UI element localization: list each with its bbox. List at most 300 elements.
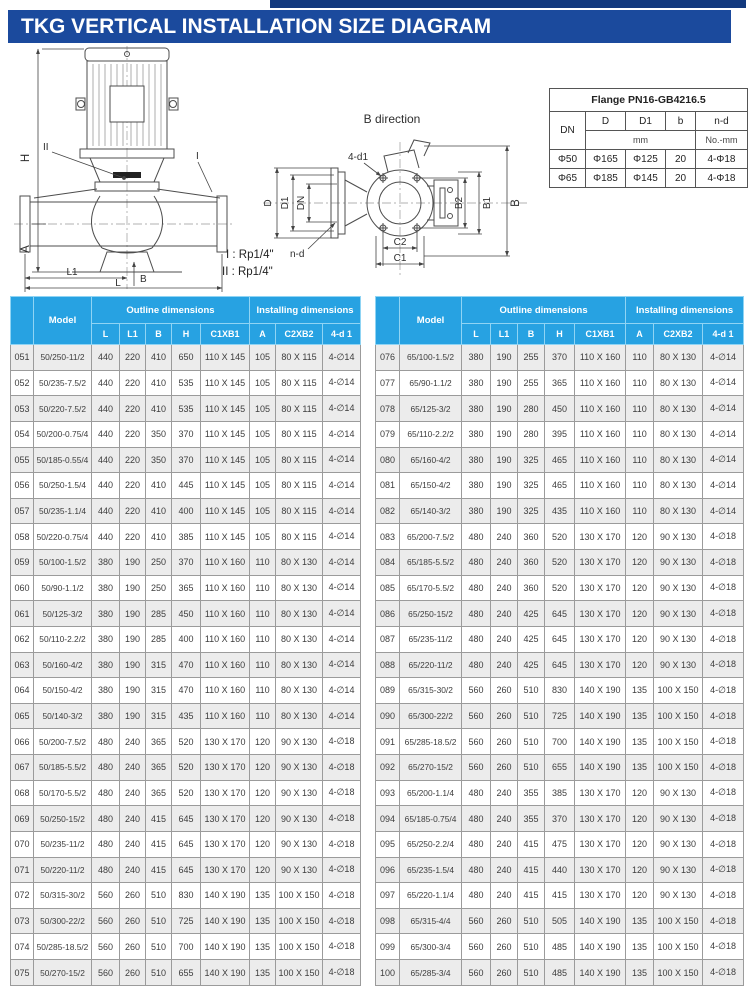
table-row (11, 473, 361, 499)
table-cell: 100 X 150 (654, 934, 703, 960)
table-cell: 370 (545, 806, 575, 832)
table-cell: 510 (518, 755, 545, 781)
table-cell: 4-∅14 (323, 345, 361, 371)
table-cell: 370 (545, 345, 575, 371)
table-cell: 365 (146, 755, 172, 781)
table-cell: 140 X 190 (201, 883, 250, 909)
table-cell: 4-∅18 (703, 960, 744, 986)
table-cell: 830 (545, 678, 575, 704)
table-row (376, 524, 744, 550)
table-cell: 4-∅18 (703, 652, 744, 678)
table-cell: 65/150-4/2 (400, 473, 462, 499)
table-cell: 060 (11, 575, 34, 601)
table-cell: 092 (376, 755, 400, 781)
table-cell: 190 (491, 345, 518, 371)
table-cell: 470 (172, 678, 201, 704)
table-cell: 410 (146, 396, 172, 422)
table-cell: 4-∅18 (703, 908, 744, 934)
table-cell: 80 X 115 (276, 498, 323, 524)
table-cell: 088 (376, 652, 400, 678)
table-cell: 063 (11, 652, 34, 678)
table-cell: 110 X 160 (201, 703, 250, 729)
table-cell: 560 (462, 908, 491, 934)
column-header: L1 (491, 324, 518, 345)
table-cell: 280 (518, 421, 545, 447)
table-cell: 240 (120, 806, 146, 832)
table-cell: 830 (172, 883, 201, 909)
table-cell: 425 (518, 652, 545, 678)
table-cell: 135 (626, 678, 654, 704)
table-cell: 50/110-2.2/2 (34, 626, 92, 652)
table-cell: 105 (250, 421, 276, 447)
table-cell: 100 X 150 (276, 908, 323, 934)
dim-label-h: H (20, 153, 32, 163)
table-cell: 4-∅18 (703, 857, 744, 883)
table-cell: 425 (518, 601, 545, 627)
table-cell: 380 (462, 421, 491, 447)
dimension-table-right (375, 296, 744, 986)
table-cell: 380 (462, 498, 491, 524)
table-cell: 90 X 130 (276, 806, 323, 832)
table-row (11, 780, 361, 806)
table-cell: 110 (626, 473, 654, 499)
table-cell: 90 X 130 (654, 857, 703, 883)
table-cell: 510 (146, 883, 172, 909)
table-cell: 240 (120, 755, 146, 781)
table-cell: Φ125 (626, 150, 666, 169)
table-cell: 50/250-15/2 (34, 806, 92, 832)
table-cell: 110 X 160 (201, 601, 250, 627)
table-cell: 190 (120, 575, 146, 601)
table-cell: 480 (92, 831, 120, 857)
table-row (11, 575, 361, 601)
table-cell: 510 (518, 908, 545, 934)
table-cell: 50/200-0.75/4 (34, 421, 92, 447)
hole-label-4d1: 4-d1 (348, 152, 369, 163)
table-cell: 4-∅14 (703, 447, 744, 473)
table-cell: 480 (92, 780, 120, 806)
table-cell: 415 (545, 883, 575, 909)
table-cell: 365 (146, 729, 172, 755)
table-cell: 510 (518, 678, 545, 704)
table-cell: 260 (491, 703, 518, 729)
table-cell: 655 (172, 960, 201, 986)
table-cell: 65/300-22/2 (400, 703, 462, 729)
table-cell: 130 X 170 (575, 831, 626, 857)
table-cell: 385 (545, 780, 575, 806)
table-row (376, 421, 744, 447)
table-cell: 520 (172, 780, 201, 806)
table-cell: 074 (11, 934, 34, 960)
table-cell: 65/235-11/2 (400, 626, 462, 652)
table-row (376, 601, 744, 627)
table-cell: 100 X 150 (654, 755, 703, 781)
table-cell: 285 (146, 626, 172, 652)
table-cell: 100 X 150 (654, 908, 703, 934)
dim-label-b: B (140, 274, 147, 285)
table-cell: 105 (250, 370, 276, 396)
table-cell: 440 (92, 396, 120, 422)
table-row (11, 960, 361, 986)
table-cell: 65/200-7.5/2 (400, 524, 462, 550)
table-cell: 220 (120, 396, 146, 422)
table-cell: 130 X 170 (201, 755, 250, 781)
table-cell: 480 (462, 883, 491, 909)
table-cell: 50/125-3/2 (34, 601, 92, 627)
table-cell: 240 (491, 550, 518, 576)
column-header: C1XB1 (575, 324, 626, 345)
table-cell: 240 (491, 806, 518, 832)
table-cell: 240 (491, 652, 518, 678)
table-cell: 410 (146, 498, 172, 524)
table-cell: 110 X 160 (201, 678, 250, 704)
table-cell: 50/150-4/2 (34, 678, 92, 704)
table-cell: 055 (11, 447, 34, 473)
table-cell: 80 X 130 (654, 447, 703, 473)
table-cell: 480 (462, 601, 491, 627)
column-header: C2XB2 (276, 324, 323, 345)
table-cell: 120 (626, 883, 654, 909)
dimension-table-left-body (11, 345, 361, 986)
table-cell: 058 (11, 524, 34, 550)
table-cell: 4-∅18 (323, 831, 361, 857)
table-cell: 80 X 130 (276, 550, 323, 576)
table-cell: 095 (376, 831, 400, 857)
table-cell: 80 X 130 (276, 601, 323, 627)
table-cell: 560 (462, 960, 491, 986)
table-cell: 4-∅18 (703, 575, 744, 601)
table-cell: 120 (626, 550, 654, 576)
table-cell: 105 (250, 447, 276, 473)
table-cell: 410 (146, 370, 172, 396)
table-cell: 054 (11, 421, 34, 447)
table-cell: 650 (172, 345, 201, 371)
dimension-tables (10, 296, 744, 986)
table-cell: 4-∅18 (703, 934, 744, 960)
table-cell: 4-∅18 (703, 806, 744, 832)
table-cell: 068 (11, 780, 34, 806)
table-cell: 480 (462, 550, 491, 576)
table-cell: 450 (545, 396, 575, 422)
table-cell: 140 X 190 (201, 934, 250, 960)
table-cell: 240 (120, 831, 146, 857)
table-cell: 80 X 115 (276, 447, 323, 473)
unit-label: mm (586, 131, 696, 150)
table-cell: 560 (462, 703, 491, 729)
table-cell: 120 (250, 729, 276, 755)
table-cell: 4-∅18 (703, 780, 744, 806)
table-cell: 073 (11, 908, 34, 934)
table-cell: 360 (518, 524, 545, 550)
table-row (376, 473, 744, 499)
flange-table-title: Flange PN16-GB4216.5 (550, 89, 748, 112)
table-cell: 220 (120, 447, 146, 473)
table-cell: 4-∅14 (323, 678, 361, 704)
column-header: b (666, 112, 696, 131)
table-cell: 4-∅18 (323, 883, 361, 909)
table-cell: 280 (518, 396, 545, 422)
table-cell: 80 X 130 (276, 626, 323, 652)
table-cell: 360 (518, 575, 545, 601)
table-cell: 4-∅14 (323, 652, 361, 678)
table-cell: 135 (250, 960, 276, 986)
column-header-number (376, 297, 400, 345)
table-cell: 440 (545, 857, 575, 883)
table-cell: 120 (626, 601, 654, 627)
table-cell: 140 X 190 (575, 960, 626, 986)
table-cell: 100 X 150 (654, 678, 703, 704)
table-cell: 560 (462, 678, 491, 704)
table-cell: 4-∅14 (703, 370, 744, 396)
table-cell: 440 (92, 524, 120, 550)
table-cell: 4-∅14 (323, 626, 361, 652)
table-cell: 90 X 130 (276, 755, 323, 781)
table-cell: 110 X 160 (575, 370, 626, 396)
table-cell: 4-∅14 (703, 421, 744, 447)
table-cell: 410 (146, 473, 172, 499)
table-cell: 465 (545, 447, 575, 473)
table-cell: 190 (120, 678, 146, 704)
table-row (376, 345, 744, 371)
table-cell: 110 X 145 (201, 345, 250, 371)
table-row (550, 150, 748, 169)
table-cell: 50/315-30/2 (34, 883, 92, 909)
table-cell: 480 (462, 652, 491, 678)
table-cell: 380 (462, 396, 491, 422)
table-row (376, 806, 744, 832)
table-cell: 135 (626, 908, 654, 934)
table-cell: 130 X 170 (575, 601, 626, 627)
table-cell: 260 (491, 678, 518, 704)
table-cell: 480 (462, 780, 491, 806)
table-cell: 120 (626, 652, 654, 678)
table-cell: 80 X 130 (276, 575, 323, 601)
table-cell: 440 (92, 345, 120, 371)
dim-label-c2: C2 (393, 237, 407, 248)
table-cell: 110 (250, 703, 276, 729)
column-header: n-d (696, 112, 748, 131)
table-cell: 400 (172, 498, 201, 524)
table-cell: 480 (462, 626, 491, 652)
table-cell: 087 (376, 626, 400, 652)
table-cell: 560 (92, 934, 120, 960)
table-cell: 130 X 170 (575, 575, 626, 601)
table-cell: 435 (172, 703, 201, 729)
table-cell: 50/300-22/2 (34, 908, 92, 934)
table-cell: 130 X 170 (575, 857, 626, 883)
table-cell: 140 X 190 (575, 755, 626, 781)
table-cell: 083 (376, 524, 400, 550)
table-cell: 220 (120, 473, 146, 499)
table-cell: 110 (250, 575, 276, 601)
table-cell: 260 (491, 934, 518, 960)
table-cell: 50/250-11/2 (34, 345, 92, 371)
table-cell: 4-∅14 (323, 498, 361, 524)
table-cell: 510 (146, 934, 172, 960)
table-cell: 560 (462, 934, 491, 960)
table-cell: 360 (518, 550, 545, 576)
table-cell: 100 X 150 (654, 729, 703, 755)
table-cell: Φ145 (626, 169, 666, 188)
table-cell: 062 (11, 626, 34, 652)
dim-label-a: A (20, 245, 32, 253)
table-cell: 370 (172, 550, 201, 576)
table-cell: 4-∅18 (323, 780, 361, 806)
table-cell: 080 (376, 447, 400, 473)
table-cell: 425 (518, 626, 545, 652)
flange-table-body (550, 150, 748, 188)
table-cell: 90 X 130 (276, 831, 323, 857)
table-cell: 220 (120, 498, 146, 524)
table-cell: 440 (92, 473, 120, 499)
table-cell: 80 X 130 (654, 421, 703, 447)
table-cell: 400 (172, 626, 201, 652)
table-cell: 110 X 160 (575, 345, 626, 371)
table-cell: 090 (376, 703, 400, 729)
table-row (11, 626, 361, 652)
table-cell: 535 (172, 396, 201, 422)
table-cell: 135 (250, 908, 276, 934)
table-cell: 50/250-1.5/4 (34, 473, 92, 499)
table-cell: 240 (120, 780, 146, 806)
table-cell: 4-∅18 (323, 755, 361, 781)
table-cell: 099 (376, 934, 400, 960)
table-cell: 130 X 170 (201, 857, 250, 883)
table-cell: 380 (92, 703, 120, 729)
table-cell: 440 (92, 498, 120, 524)
table-cell: 110 X 160 (201, 652, 250, 678)
table-cell: 067 (11, 755, 34, 781)
table-cell: 240 (491, 601, 518, 627)
column-header: C2XB2 (654, 324, 703, 345)
table-cell: 645 (545, 652, 575, 678)
table-cell: 255 (518, 345, 545, 371)
table-row (11, 806, 361, 832)
table-row (376, 550, 744, 576)
table-cell: 90 X 130 (654, 831, 703, 857)
table-cell: 50/200-7.5/2 (34, 729, 92, 755)
table-row (11, 729, 361, 755)
table-cell: 4-∅14 (703, 473, 744, 499)
table-cell: Φ165 (586, 150, 626, 169)
table-cell: 440 (92, 421, 120, 447)
table-cell: 440 (92, 447, 120, 473)
table-cell: 190 (491, 370, 518, 396)
table-cell: 130 X 170 (575, 524, 626, 550)
port-thread-notes (222, 247, 274, 281)
column-header: DN (550, 112, 586, 150)
table-cell: 415 (146, 831, 172, 857)
table-cell: 325 (518, 498, 545, 524)
table-cell: 240 (491, 780, 518, 806)
table-cell: 240 (120, 729, 146, 755)
table-cell: 50/160-4/2 (34, 652, 92, 678)
table-cell: 380 (462, 370, 491, 396)
table-cell: 260 (120, 908, 146, 934)
table-cell: 65/100-1.5/2 (400, 345, 462, 371)
table-cell: 135 (626, 703, 654, 729)
table-cell: 50/270-15/2 (34, 960, 92, 986)
table-cell: 365 (545, 370, 575, 396)
table-row (376, 960, 744, 986)
table-cell: 4-∅14 (323, 550, 361, 576)
table-row (376, 447, 744, 473)
table-cell: 110 X 145 (201, 498, 250, 524)
table-cell: 110 X 160 (575, 396, 626, 422)
table-cell: 380 (92, 601, 120, 627)
table-cell: 485 (545, 960, 575, 986)
hole-label-nd: n-d (290, 249, 305, 260)
table-cell: 120 (250, 857, 276, 883)
table-cell: 80 X 130 (654, 396, 703, 422)
table-cell: 65/235-1.5/4 (400, 857, 462, 883)
table-row (11, 498, 361, 524)
table-cell: 435 (545, 498, 575, 524)
table-cell: 076 (376, 345, 400, 371)
table-cell: 440 (92, 370, 120, 396)
column-header: L (462, 324, 491, 345)
table-cell: 395 (545, 421, 575, 447)
table-cell: 093 (376, 780, 400, 806)
table-cell: 130 X 170 (575, 550, 626, 576)
table-cell: 80 X 130 (276, 652, 323, 678)
table-cell: 120 (626, 831, 654, 857)
table-cell: 077 (376, 370, 400, 396)
table-cell: 510 (518, 703, 545, 729)
table-row (376, 755, 744, 781)
table-cell: 135 (250, 934, 276, 960)
table-cell: 65/250-2.2/4 (400, 831, 462, 857)
table-cell: 700 (172, 934, 201, 960)
table-row (376, 652, 744, 678)
table-cell: 20 (666, 150, 696, 169)
table-cell: 250 (146, 575, 172, 601)
table-cell: 120 (250, 780, 276, 806)
table-cell: 135 (626, 755, 654, 781)
table-cell: 110 (250, 550, 276, 576)
table-cell: 80 X 115 (276, 524, 323, 550)
table-cell: 135 (250, 883, 276, 909)
table-cell: 445 (172, 473, 201, 499)
table-row (11, 421, 361, 447)
table-cell: 415 (518, 883, 545, 909)
table-row (11, 755, 361, 781)
table-row (376, 883, 744, 909)
table-cell: 80 X 115 (276, 370, 323, 396)
table-cell: 410 (146, 524, 172, 550)
table-cell: 50/185-5.5/2 (34, 755, 92, 781)
column-header: B (518, 324, 545, 345)
table-cell: 50/140-3/2 (34, 703, 92, 729)
table-cell: 100 X 150 (654, 960, 703, 986)
table-cell: 110 (626, 396, 654, 422)
table-cell: 064 (11, 678, 34, 704)
dim-label-dn: DN (296, 195, 307, 211)
table-cell: 190 (491, 396, 518, 422)
table-cell: 4-∅14 (323, 396, 361, 422)
table-cell: 315 (146, 678, 172, 704)
table-cell: 084 (376, 550, 400, 576)
column-group-installing: Installing dimensions (626, 297, 744, 324)
unit-label: No.-mm (696, 131, 748, 150)
table-cell: 086 (376, 601, 400, 627)
table-cell: 645 (545, 601, 575, 627)
table-cell: 069 (11, 806, 34, 832)
table-cell: 645 (545, 626, 575, 652)
table-cell: 4-∅18 (323, 960, 361, 986)
table-cell: 135 (626, 729, 654, 755)
table-cell: 380 (92, 652, 120, 678)
